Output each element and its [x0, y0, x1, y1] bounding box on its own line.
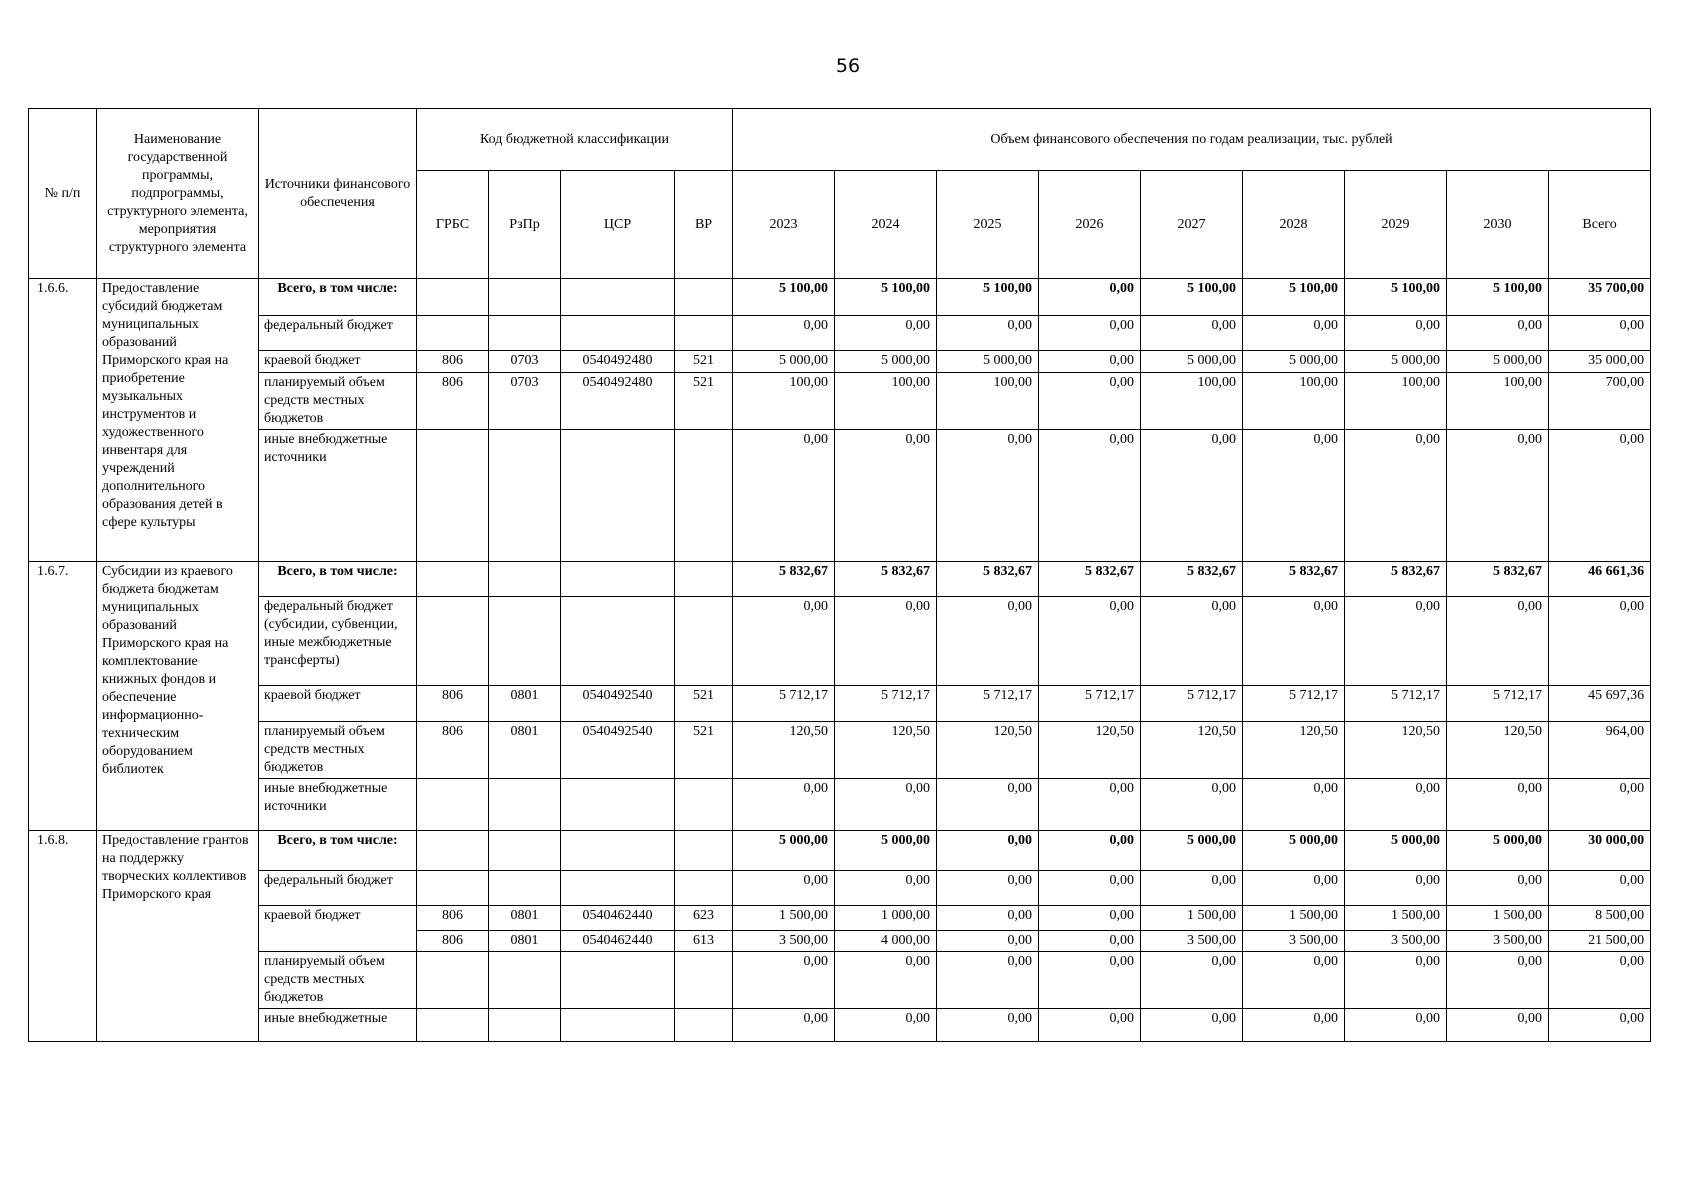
value-total: 0,00	[1549, 779, 1651, 831]
table-row	[29, 373, 1651, 430]
value-2025: 0,00	[937, 597, 1039, 686]
value-2026: 0,00	[1039, 931, 1141, 952]
header-year-3: 2025	[937, 171, 1039, 279]
table-row	[29, 1009, 1651, 1042]
code-grbs	[417, 597, 489, 686]
value-2027: 0,00	[1141, 779, 1243, 831]
funding-source: Всего, в том числе:	[259, 279, 417, 316]
code-grbs	[417, 316, 489, 351]
value-2025: 0,00	[937, 831, 1039, 871]
value-2025: 5 832,67	[937, 562, 1039, 597]
value-2023: 5 712,17	[733, 686, 835, 722]
code-grbs: 806	[417, 906, 489, 931]
code-csr	[561, 316, 675, 351]
value-2024: 0,00	[835, 430, 937, 562]
funding-source: Всего, в том числе:	[259, 562, 417, 597]
value-2030: 5 000,00	[1447, 351, 1549, 373]
value-2024: 4 000,00	[835, 931, 937, 952]
budget-table	[28, 108, 1651, 1042]
value-2025: 5 712,17	[937, 686, 1039, 722]
value-2028: 3 500,00	[1243, 931, 1345, 952]
table-row	[29, 279, 1651, 316]
value-2026: 0,00	[1039, 316, 1141, 351]
header-budget-code: Код бюджетной классификации	[417, 109, 733, 171]
code-vr	[675, 430, 733, 562]
value-2026: 0,00	[1039, 373, 1141, 430]
value-2026: 0,00	[1039, 952, 1141, 1009]
value-2026: 0,00	[1039, 279, 1141, 316]
code-csr	[561, 831, 675, 871]
value-2027: 100,00	[1141, 373, 1243, 430]
item-number: 1.6.6.	[29, 279, 97, 562]
value-2024: 120,50	[835, 722, 937, 779]
code-csr: 0540492540	[561, 686, 675, 722]
code-vr	[675, 316, 733, 351]
value-2030: 5 832,67	[1447, 562, 1549, 597]
code-csr	[561, 597, 675, 686]
value-2025: 5 100,00	[937, 279, 1039, 316]
value-2029: 5 000,00	[1345, 831, 1447, 871]
value-2028: 5 712,17	[1243, 686, 1345, 722]
value-2029: 3 500,00	[1345, 931, 1447, 952]
code-vr: 521	[675, 373, 733, 430]
value-2028: 100,00	[1243, 373, 1345, 430]
code-vr	[675, 279, 733, 316]
item-name: Предоставление грантов на поддержку творческих коллективов Приморского края	[97, 831, 259, 1042]
value-2029: 0,00	[1345, 316, 1447, 351]
value-2030: 0,00	[1447, 871, 1549, 906]
value-2027: 5 000,00	[1141, 351, 1243, 373]
value-2030: 5 100,00	[1447, 279, 1549, 316]
value-2028: 120,50	[1243, 722, 1345, 779]
header-year-9: Всего	[1549, 171, 1651, 279]
code-grbs	[417, 562, 489, 597]
value-2023: 0,00	[733, 430, 835, 562]
value-2029: 5 832,67	[1345, 562, 1447, 597]
code-csr: 0540492540	[561, 722, 675, 779]
value-2024: 5 832,67	[835, 562, 937, 597]
item-name: Субсидии из краевого бюджета бюджетам муниципальных образований Приморского края на комплектование книжных фондов и обеспечение информационно-техническим оборудованием библиотек	[97, 562, 259, 831]
value-2023: 100,00	[733, 373, 835, 430]
value-2029: 0,00	[1345, 430, 1447, 562]
code-rzpr	[489, 831, 561, 871]
value-2023: 5 100,00	[733, 279, 835, 316]
value-2026: 0,00	[1039, 1009, 1141, 1042]
header-code-1: ГРБС	[417, 171, 489, 279]
table-row	[29, 316, 1651, 351]
table-body	[29, 279, 1651, 1042]
value-2023: 5 000,00	[733, 351, 835, 373]
page-number: 56	[835, 55, 861, 77]
value-2026: 0,00	[1039, 906, 1141, 931]
code-rzpr	[489, 952, 561, 1009]
funding-source: планируемый объем средств местных бюджетов	[259, 373, 417, 430]
code-vr	[675, 831, 733, 871]
code-grbs	[417, 871, 489, 906]
table-row	[29, 722, 1651, 779]
value-2029: 5 712,17	[1345, 686, 1447, 722]
value-2024: 0,00	[835, 597, 937, 686]
value-2024: 0,00	[835, 316, 937, 351]
value-2029: 0,00	[1345, 871, 1447, 906]
table-row	[29, 686, 1651, 722]
code-grbs	[417, 779, 489, 831]
funding-source: краевой бюджет	[259, 351, 417, 373]
code-rzpr	[489, 430, 561, 562]
value-2027: 5 100,00	[1141, 279, 1243, 316]
value-total: 8 500,00	[1549, 906, 1651, 931]
value-2023: 0,00	[733, 597, 835, 686]
value-2028: 0,00	[1243, 597, 1345, 686]
code-vr	[675, 952, 733, 1009]
value-2025: 100,00	[937, 373, 1039, 430]
funding-source: федеральный бюджет (субсидии, субвенции, иные межбюджетные трансферты)	[259, 597, 417, 686]
value-2027: 5 712,17	[1141, 686, 1243, 722]
value-2026: 0,00	[1039, 430, 1141, 562]
value-2026: 0,00	[1039, 871, 1141, 906]
value-total: 0,00	[1549, 1009, 1651, 1042]
value-2029: 1 500,00	[1345, 906, 1447, 931]
code-csr: 0540492480	[561, 351, 675, 373]
value-2027: 5 832,67	[1141, 562, 1243, 597]
value-2025: 0,00	[937, 931, 1039, 952]
value-2027: 120,50	[1141, 722, 1243, 779]
header-year-1: 2023	[733, 171, 835, 279]
value-2028: 0,00	[1243, 871, 1345, 906]
value-total: 0,00	[1549, 952, 1651, 1009]
value-2023: 0,00	[733, 1009, 835, 1042]
value-2025: 0,00	[937, 430, 1039, 562]
value-2029: 0,00	[1345, 779, 1447, 831]
code-grbs	[417, 831, 489, 871]
code-vr	[675, 562, 733, 597]
code-rzpr: 0801	[489, 686, 561, 722]
code-rzpr: 0703	[489, 373, 561, 430]
header-year-7: 2029	[1345, 171, 1447, 279]
code-csr	[561, 1009, 675, 1042]
value-2029: 0,00	[1345, 597, 1447, 686]
value-2030: 5 712,17	[1447, 686, 1549, 722]
table-row	[29, 779, 1651, 831]
value-2028: 0,00	[1243, 430, 1345, 562]
table-row	[29, 952, 1651, 1009]
value-2024: 5 100,00	[835, 279, 937, 316]
value-total: 0,00	[1549, 430, 1651, 562]
value-2027: 1 500,00	[1141, 906, 1243, 931]
table-header	[29, 109, 1651, 279]
value-2030: 100,00	[1447, 373, 1549, 430]
funding-source: федеральный бюджет	[259, 871, 417, 906]
value-total: 35 000,00	[1549, 351, 1651, 373]
value-2027: 0,00	[1141, 871, 1243, 906]
value-2026: 0,00	[1039, 831, 1141, 871]
header-year-5: 2027	[1141, 171, 1243, 279]
value-2028: 0,00	[1243, 779, 1345, 831]
header-year-6: 2028	[1243, 171, 1345, 279]
value-2024: 0,00	[835, 871, 937, 906]
value-2024: 0,00	[835, 952, 937, 1009]
table-row	[29, 906, 1651, 931]
header-funding-volume: Объем финансового обеспечения по годам реализации, тыс. рублей	[733, 109, 1651, 171]
header-year-2: 2024	[835, 171, 937, 279]
value-2023: 0,00	[733, 316, 835, 351]
code-rzpr	[489, 562, 561, 597]
value-2028: 5 000,00	[1243, 831, 1345, 871]
code-grbs: 806	[417, 931, 489, 952]
value-2030: 0,00	[1447, 1009, 1549, 1042]
value-2024: 5 000,00	[835, 831, 937, 871]
value-total: 21 500,00	[1549, 931, 1651, 952]
value-2028: 0,00	[1243, 316, 1345, 351]
code-vr	[675, 597, 733, 686]
value-2026: 0,00	[1039, 597, 1141, 686]
value-2025: 0,00	[937, 952, 1039, 1009]
table-row	[29, 831, 1651, 871]
value-2027: 0,00	[1141, 316, 1243, 351]
value-2025: 120,50	[937, 722, 1039, 779]
value-2030: 0,00	[1447, 952, 1549, 1009]
code-vr: 521	[675, 722, 733, 779]
code-grbs	[417, 952, 489, 1009]
code-rzpr: 0801	[489, 906, 561, 931]
value-2028: 0,00	[1243, 952, 1345, 1009]
code-csr	[561, 430, 675, 562]
header-number: № п/п	[29, 109, 97, 279]
value-2023: 0,00	[733, 779, 835, 831]
value-2030: 1 500,00	[1447, 906, 1549, 931]
funding-source: иные внебюджетные источники	[259, 779, 417, 831]
code-vr: 521	[675, 686, 733, 722]
value-total: 46 661,36	[1549, 562, 1651, 597]
value-2028: 1 500,00	[1243, 906, 1345, 931]
code-csr	[561, 952, 675, 1009]
code-csr: 0540492480	[561, 373, 675, 430]
value-2029: 120,50	[1345, 722, 1447, 779]
code-vr: 623	[675, 906, 733, 931]
funding-source: Всего, в том числе:	[259, 831, 417, 871]
value-2026: 0,00	[1039, 351, 1141, 373]
code-rzpr: 0801	[489, 722, 561, 779]
value-total: 45 697,36	[1549, 686, 1651, 722]
code-rzpr	[489, 316, 561, 351]
funding-source: планируемый объем средств местных бюджетов	[259, 722, 417, 779]
value-2028: 0,00	[1243, 1009, 1345, 1042]
code-grbs: 806	[417, 722, 489, 779]
table-row	[29, 871, 1651, 906]
value-2026: 120,50	[1039, 722, 1141, 779]
funding-source: планируемый объем средств местных бюджетов	[259, 952, 417, 1009]
value-2029: 0,00	[1345, 952, 1447, 1009]
code-csr	[561, 279, 675, 316]
code-vr	[675, 779, 733, 831]
value-total: 0,00	[1549, 871, 1651, 906]
item-number: 1.6.7.	[29, 562, 97, 831]
value-2023: 3 500,00	[733, 931, 835, 952]
code-grbs	[417, 1009, 489, 1042]
value-2029: 100,00	[1345, 373, 1447, 430]
value-2025: 5 000,00	[937, 351, 1039, 373]
code-rzpr	[489, 779, 561, 831]
funding-source: краевой бюджет	[259, 686, 417, 722]
funding-source: иные внебюджетные	[259, 1009, 417, 1042]
value-total: 0,00	[1549, 316, 1651, 351]
code-vr: 521	[675, 351, 733, 373]
value-2030: 0,00	[1447, 316, 1549, 351]
value-2023: 0,00	[733, 871, 835, 906]
value-2028: 5 100,00	[1243, 279, 1345, 316]
code-rzpr: 0801	[489, 931, 561, 952]
value-2030: 0,00	[1447, 430, 1549, 562]
code-rzpr	[489, 279, 561, 316]
code-csr	[561, 779, 675, 831]
value-2024: 0,00	[835, 779, 937, 831]
value-2025: 0,00	[937, 871, 1039, 906]
value-2023: 1 500,00	[733, 906, 835, 931]
value-2030: 120,50	[1447, 722, 1549, 779]
header-code-2: РзПр	[489, 171, 561, 279]
table-row	[29, 562, 1651, 597]
value-2024: 5 712,17	[835, 686, 937, 722]
value-2027: 0,00	[1141, 1009, 1243, 1042]
code-grbs: 806	[417, 373, 489, 430]
header-name: Наименование государственной программы, подпрограммы, структурного элемента, мероприятия структурного элемента	[97, 109, 259, 279]
value-2024: 5 000,00	[835, 351, 937, 373]
value-2026: 0,00	[1039, 779, 1141, 831]
code-grbs: 806	[417, 686, 489, 722]
value-2028: 5 832,67	[1243, 562, 1345, 597]
value-2023: 5 000,00	[733, 831, 835, 871]
value-2026: 5 832,67	[1039, 562, 1141, 597]
value-2027: 0,00	[1141, 430, 1243, 562]
value-total: 964,00	[1549, 722, 1651, 779]
item-number: 1.6.8.	[29, 831, 97, 1042]
value-total: 0,00	[1549, 597, 1651, 686]
code-rzpr	[489, 597, 561, 686]
value-2024: 1 000,00	[835, 906, 937, 931]
code-csr	[561, 562, 675, 597]
code-rzpr: 0703	[489, 351, 561, 373]
value-2027: 0,00	[1141, 597, 1243, 686]
code-grbs	[417, 279, 489, 316]
value-2025: 0,00	[937, 779, 1039, 831]
table-row	[29, 597, 1651, 686]
table-row	[29, 351, 1651, 373]
value-2025: 0,00	[937, 1009, 1039, 1042]
value-2030: 5 000,00	[1447, 831, 1549, 871]
value-total: 700,00	[1549, 373, 1651, 430]
value-2025: 0,00	[937, 906, 1039, 931]
code-vr: 613	[675, 931, 733, 952]
value-2028: 5 000,00	[1243, 351, 1345, 373]
value-total: 30 000,00	[1549, 831, 1651, 871]
value-total: 35 700,00	[1549, 279, 1651, 316]
code-csr: 0540462440	[561, 906, 675, 931]
value-2023: 0,00	[733, 952, 835, 1009]
value-2024: 100,00	[835, 373, 937, 430]
header-code-4: ВР	[675, 171, 733, 279]
header-year-8: 2030	[1447, 171, 1549, 279]
value-2026: 5 712,17	[1039, 686, 1141, 722]
header-code-3: ЦСР	[561, 171, 675, 279]
code-grbs	[417, 430, 489, 562]
value-2027: 5 000,00	[1141, 831, 1243, 871]
value-2023: 120,50	[733, 722, 835, 779]
value-2024: 0,00	[835, 1009, 937, 1042]
value-2029: 5 100,00	[1345, 279, 1447, 316]
funding-source: краевой бюджет	[259, 906, 417, 952]
value-2023: 5 832,67	[733, 562, 835, 597]
table-row	[29, 430, 1651, 562]
code-rzpr	[489, 1009, 561, 1042]
value-2030: 0,00	[1447, 597, 1549, 686]
code-csr: 0540462440	[561, 931, 675, 952]
value-2027: 3 500,00	[1141, 931, 1243, 952]
code-vr	[675, 1009, 733, 1042]
funding-source: иные внебюджетные источники	[259, 430, 417, 562]
item-name: Предоставление субсидий бюджетам муниципальных образований Приморского края на приобретение музыкальных инструментов и художественного инвентаря для учреждений дополнительного образования детей в сфере культуры	[97, 279, 259, 562]
value-2029: 5 000,00	[1345, 351, 1447, 373]
value-2027: 0,00	[1141, 952, 1243, 1009]
header-year-4: 2026	[1039, 171, 1141, 279]
value-2025: 0,00	[937, 316, 1039, 351]
code-csr	[561, 871, 675, 906]
code-vr	[675, 871, 733, 906]
funding-source: федеральный бюджет	[259, 316, 417, 351]
value-2029: 0,00	[1345, 1009, 1447, 1042]
code-grbs: 806	[417, 351, 489, 373]
value-2030: 0,00	[1447, 779, 1549, 831]
code-rzpr	[489, 871, 561, 906]
header-source: Источники финансового обеспечения	[259, 109, 417, 279]
value-2030: 3 500,00	[1447, 931, 1549, 952]
